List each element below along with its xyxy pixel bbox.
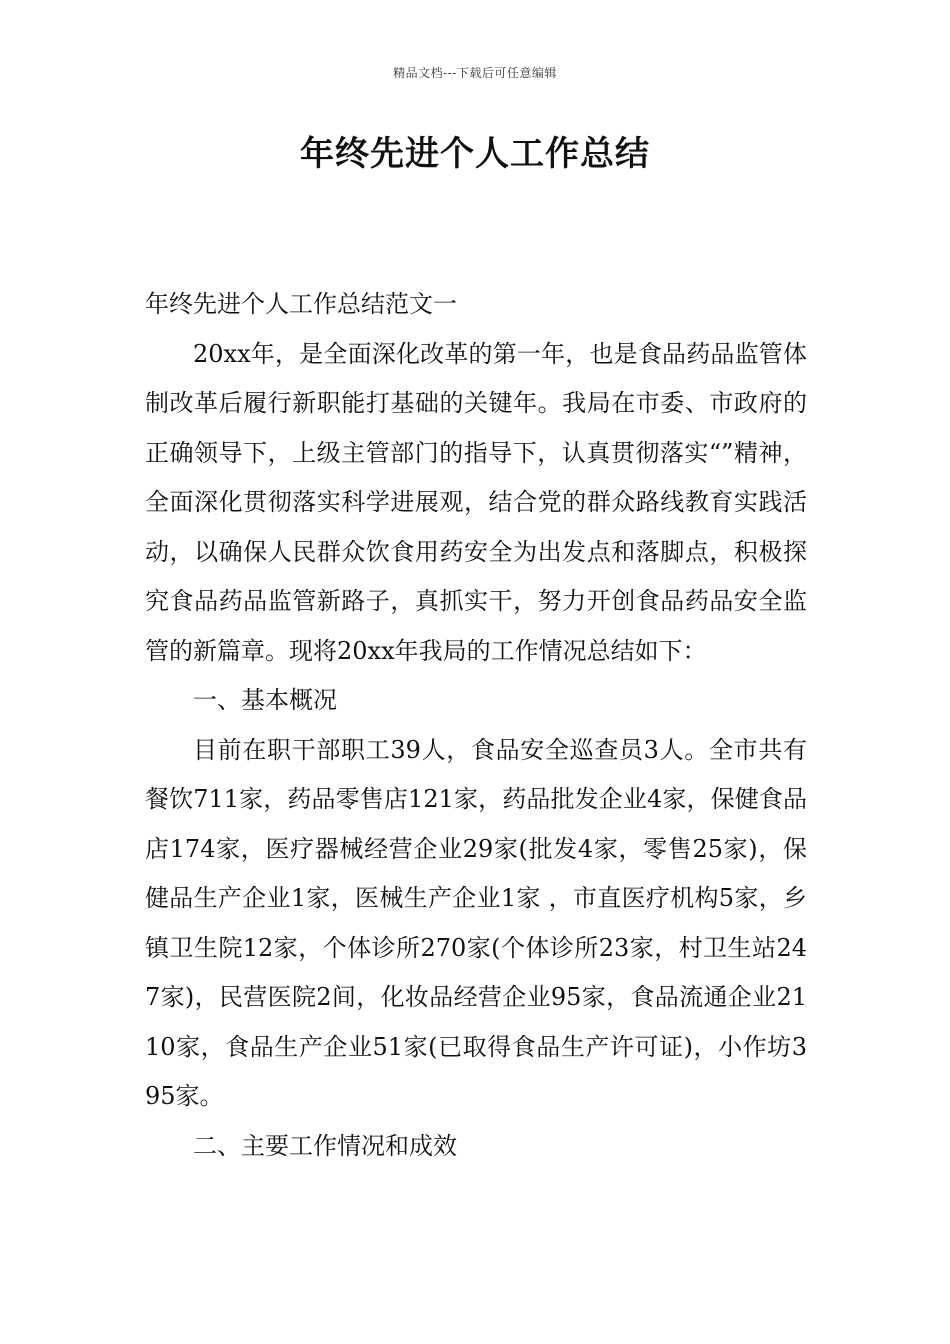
paragraph-intro: 20xx年，是全面深化改革的第一年，也是食品药品监管体制改革后履行新职能打基础的关键年。我局在市委、市政府的正确领导下，上级主管部门的指导下，认真贯彻落实“”精神，全面深化贯彻落实科学进展观，结合党的群众路线教育实践活动，以确保人民群众饮食用药安全为出发点和落脚点，积极探究食品药品监管新路子，真抓实干，努力开创食品药品安全监管的新篇章。现将20xx年我局的工作情况总结如下：	[145, 339, 807, 665]
section-heading-main-work: 二、主要工作情况和成效	[193, 1131, 457, 1160]
section-heading-overview: 一、基本概况	[193, 686, 337, 714]
document-body	[145, 280, 807, 1171]
paragraph-overview: 目前在职干部职工39人，食品安全巡查员3人。全市共有餐饮711家，药品零售店121家，药品批发企业4家，保健食品店174家，医疗器械经营企业29家(批发4家，零售25家)，保健品生产企业1家，医械生产企业1家 ，市直医疗机构5家，乡镇卫生院12家，个体诊所270家(个体诊所23家，村卫生站247家)，民营医院2间，化妆品经营企业95家，食品流通企业2110家，食品生产企业51家(已取得食品生产许可证)，小作坊395家。	[145, 735, 807, 1110]
document-title: 年终先进个人工作总结	[300, 134, 650, 174]
document-subtitle: 年终先进个人工作总结范文一	[145, 290, 457, 318]
header-note: 精品文档---下载后可任意编辑	[393, 66, 557, 80]
